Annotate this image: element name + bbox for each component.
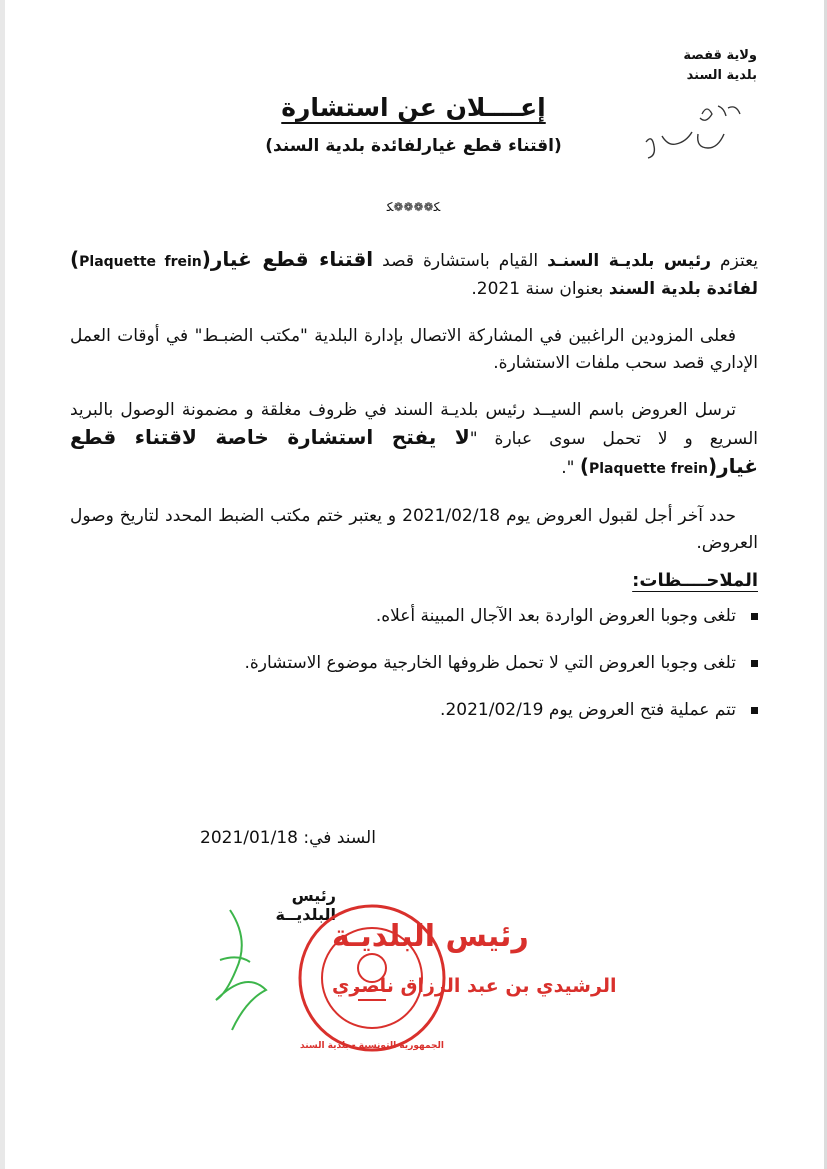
page-subtitle: (اقتناء قطع غيارلفائدة بلدية السند): [265, 136, 562, 156]
product-name: Plaquette frein: [79, 254, 202, 270]
list-item: تلغى وجوبا العروض التي لا تحمل ظروفها الخارجية موضوع الاستشارة.: [70, 651, 758, 675]
header-authority: [617, 46, 757, 86]
seal-text: الجمهورية التونسية - بلدية السند: [300, 1041, 444, 1051]
page-title: إعــــلان عن استشارة: [281, 93, 546, 122]
stamp-name: الرشيدي بن عبد الرزاق ناصري: [332, 975, 617, 997]
scan-edge-left: [0, 0, 5, 1169]
notes-heading: الملاحــــظات:: [632, 570, 758, 591]
header-municipality: بلدية السند: [686, 68, 757, 83]
round-seal: [292, 898, 452, 1058]
paragraph-deadline: حدد آخر أجل لقبول العروض يوم 2021/02/18 و يعتبر ختم مكتب الضبط المحدد لتاريخ وصول العروض.: [70, 506, 758, 553]
list-item: تتم عملية فتح العروض يوم 2021/02/19.: [70, 698, 758, 722]
paragraph-suppliers: فعلى المزودين الراغبين في المشاركة الاتصال بإدارة البلدية "مكتب الضبـط" في أوقات العمل الإداري قصد سحب ملفات الاستشارة.: [70, 326, 758, 373]
paragraph-submission: ترسل العروض باسم السيــد رئيس بلديـة السند في ظروف مغلقة و مضمونة الوصول بالبريد السريع و لا تحمل سوى عبارة "لا يفتح استشارة خاصة لاقتناء قطع غيار(Plaquette frein) ".: [70, 400, 758, 478]
list-item: تلغى وجوبا العروض الواردة بعد الآجال المبينة أعلاه.: [70, 604, 758, 628]
ornament-divider: ﻜ❁❁❁❁ﻜ: [386, 200, 441, 214]
product-name: Plaquette frein: [589, 461, 708, 477]
stamp-title: رئيس البلديـة: [332, 919, 529, 954]
handwritten-signature: [190, 900, 280, 1020]
bullet-icon: [751, 660, 758, 667]
announcement-body: [70, 246, 758, 745]
title-block: [0, 90, 827, 158]
header-governorate: ولاية قفصة: [683, 48, 757, 63]
signer-title: رئيس البلديــة: [275, 886, 336, 924]
notes-list: [70, 604, 758, 722]
bullet-icon: [751, 613, 758, 620]
date-line: السند في: 2021/01/18: [200, 828, 376, 848]
bullet-icon: [751, 707, 758, 714]
paragraph-intent: يعتزم رئيس بلديـة السنـد القيام باستشارة قصد اقتناء قطع غيار(Plaquette frein) لفائدة بلدية السند بعنوان سنة 2021.: [70, 247, 759, 299]
